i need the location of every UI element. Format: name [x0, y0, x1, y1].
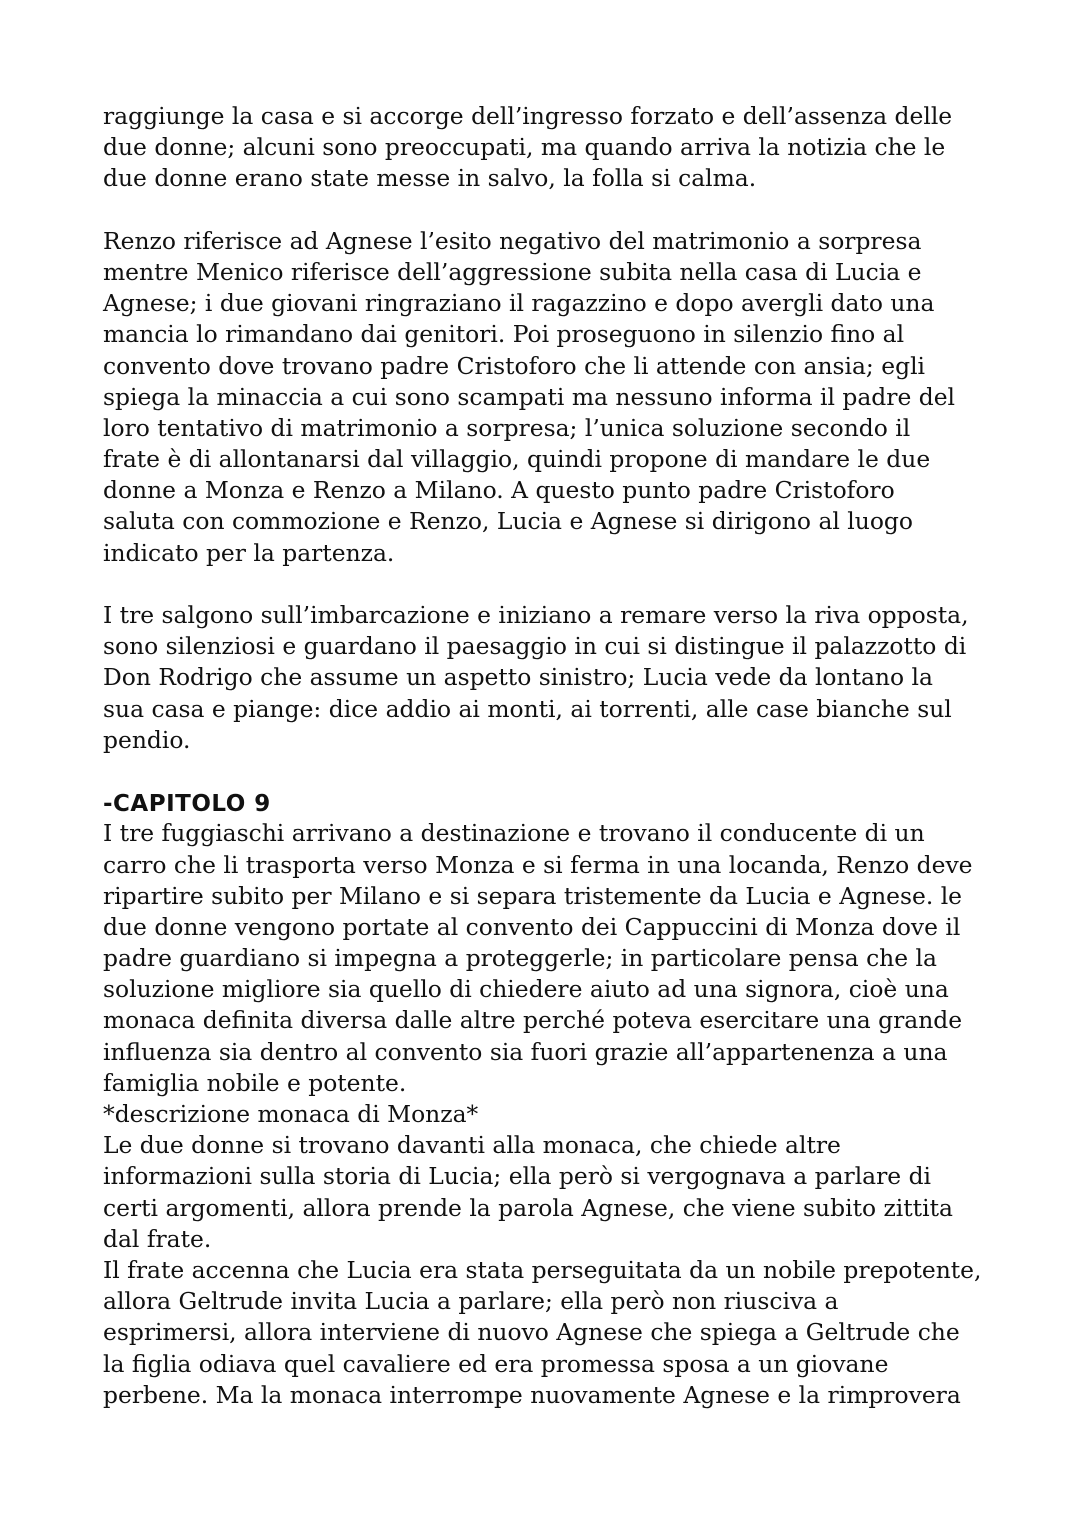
- text-line: certi argomenti, allora prende la parola Agnese, che viene subito zittita: [103, 1193, 953, 1222]
- text-line: soluzione migliore sia quello di chiedere aiuto ad una signora, cioè una: [103, 975, 949, 1004]
- text-line: esprimersi, allora interviene di nuovo Agnese che spiega a Geltrude che: [103, 1318, 960, 1347]
- text-line: I tre salgono sull’imbarcazione e iniziano a remare verso la riva opposta,: [103, 601, 969, 629]
- paragraph-2: [103, 226, 993, 569]
- paragraph-spacer: [103, 756, 993, 787]
- chapter-section: [103, 787, 993, 1411]
- text-line: saluta con commozione e Renzo, Lucia e Agnese si dirigono al luogo: [103, 507, 913, 536]
- text-line: raggiunge la casa e si accorge dell’ingresso forzato e dell’assenza delle: [103, 102, 953, 130]
- text-line: due donne; alcuni sono preoccupati, ma quando arriva la notizia che le: [103, 133, 946, 162]
- text-line: famiglia nobile e potente.: [103, 1068, 407, 1097]
- document-page: [103, 101, 993, 1411]
- text-line: *descrizione monaca di Monza*: [103, 1100, 479, 1128]
- text-line: monaca definita diversa dalle altre perché poteva esercitare una grande: [103, 1006, 963, 1035]
- paragraph-1: [103, 101, 993, 195]
- text-line: sono silenziosi e guardano il paesaggio in cui si distingue il palazzotto di: [103, 632, 967, 661]
- text-line: la figlia odiava quel cavaliere ed era promessa sposa a un giovane: [103, 1349, 889, 1378]
- text-line: sua casa e piange: dice addio ai monti, ai torrenti, alle case bianche sul: [103, 694, 952, 723]
- text-line: Il frate accenna che Lucia era stata perseguitata da un nobile prepotente,: [103, 1255, 982, 1284]
- chapter-heading: -CAPITOLO 9: [103, 791, 271, 818]
- text-line: mancia lo rimandano dai genitori. Poi proseguono in silenzio fino al: [103, 320, 905, 349]
- text-line: carro che li trasporta verso Monza e si ferma in una locanda, Renzo deve: [103, 850, 973, 879]
- text-line: convento dove trovano padre Cristoforo che li attende con ansia; egli: [103, 351, 926, 380]
- text-line: informazioni sulla storia di Lucia; ella però si vergognava a parlare di: [103, 1162, 932, 1191]
- text-line: spiega la minaccia a cui sono scampati ma nessuno informa il padre del: [103, 382, 956, 411]
- text-line: Le due donne si trovano davanti alla monaca, che chiede altre: [103, 1131, 841, 1160]
- text-line: indicato per la partenza.: [103, 538, 395, 567]
- text-line: allora Geltrude invita Lucia a parlare; ella però non riusciva a: [103, 1287, 839, 1316]
- text-line: influenza sia dentro al convento sia fuori grazie all’appartenenza a una: [103, 1037, 948, 1066]
- text-line: due donne erano state messe in salvo, la folla si calma.: [103, 164, 757, 193]
- text-line: pendio.: [103, 725, 191, 754]
- paragraph-spacer: [103, 569, 993, 600]
- text-line: perbene. Ma la monaca interrompe nuovamente Agnese e la rimprovera: [103, 1380, 961, 1409]
- text-line: loro tentativo di matrimonio a sorpresa; l’unica soluzione secondo il: [103, 413, 911, 442]
- text-line: Agnese; i due giovani ringraziano il ragazzino e dopo avergli dato una: [103, 289, 935, 318]
- paragraph-spacer: [103, 195, 993, 226]
- text-line: Don Rodrigo che assume un aspetto sinistro; Lucia vede da lontano la: [103, 663, 933, 692]
- text-line: frate è di allontanarsi dal villaggio, quindi propone di mandare le due: [103, 445, 931, 474]
- text-line: due donne vengono portate al convento dei Cappuccini di Monza dove il: [103, 912, 961, 941]
- text-line: Renzo riferisce ad Agnese l’esito negativo del matrimonio a sorpresa: [103, 226, 922, 255]
- text-line: padre guardiano si impegna a proteggerle; in particolare pensa che la: [103, 944, 937, 973]
- text-line: dal frate.: [103, 1224, 212, 1253]
- text-line: ripartire subito per Milano e si separa tristemente da Lucia e Agnese. le: [103, 881, 963, 910]
- text-line: donne a Monza e Renzo a Milano. A questo punto padre Cristoforo: [103, 476, 895, 505]
- paragraph-3: [103, 600, 993, 756]
- text-line: I tre fuggiaschi arrivano a destinazione e trovano il conducente di un: [103, 819, 925, 848]
- text-line: mentre Menico riferisce dell’aggressione subita nella casa di Lucia e: [103, 257, 922, 286]
